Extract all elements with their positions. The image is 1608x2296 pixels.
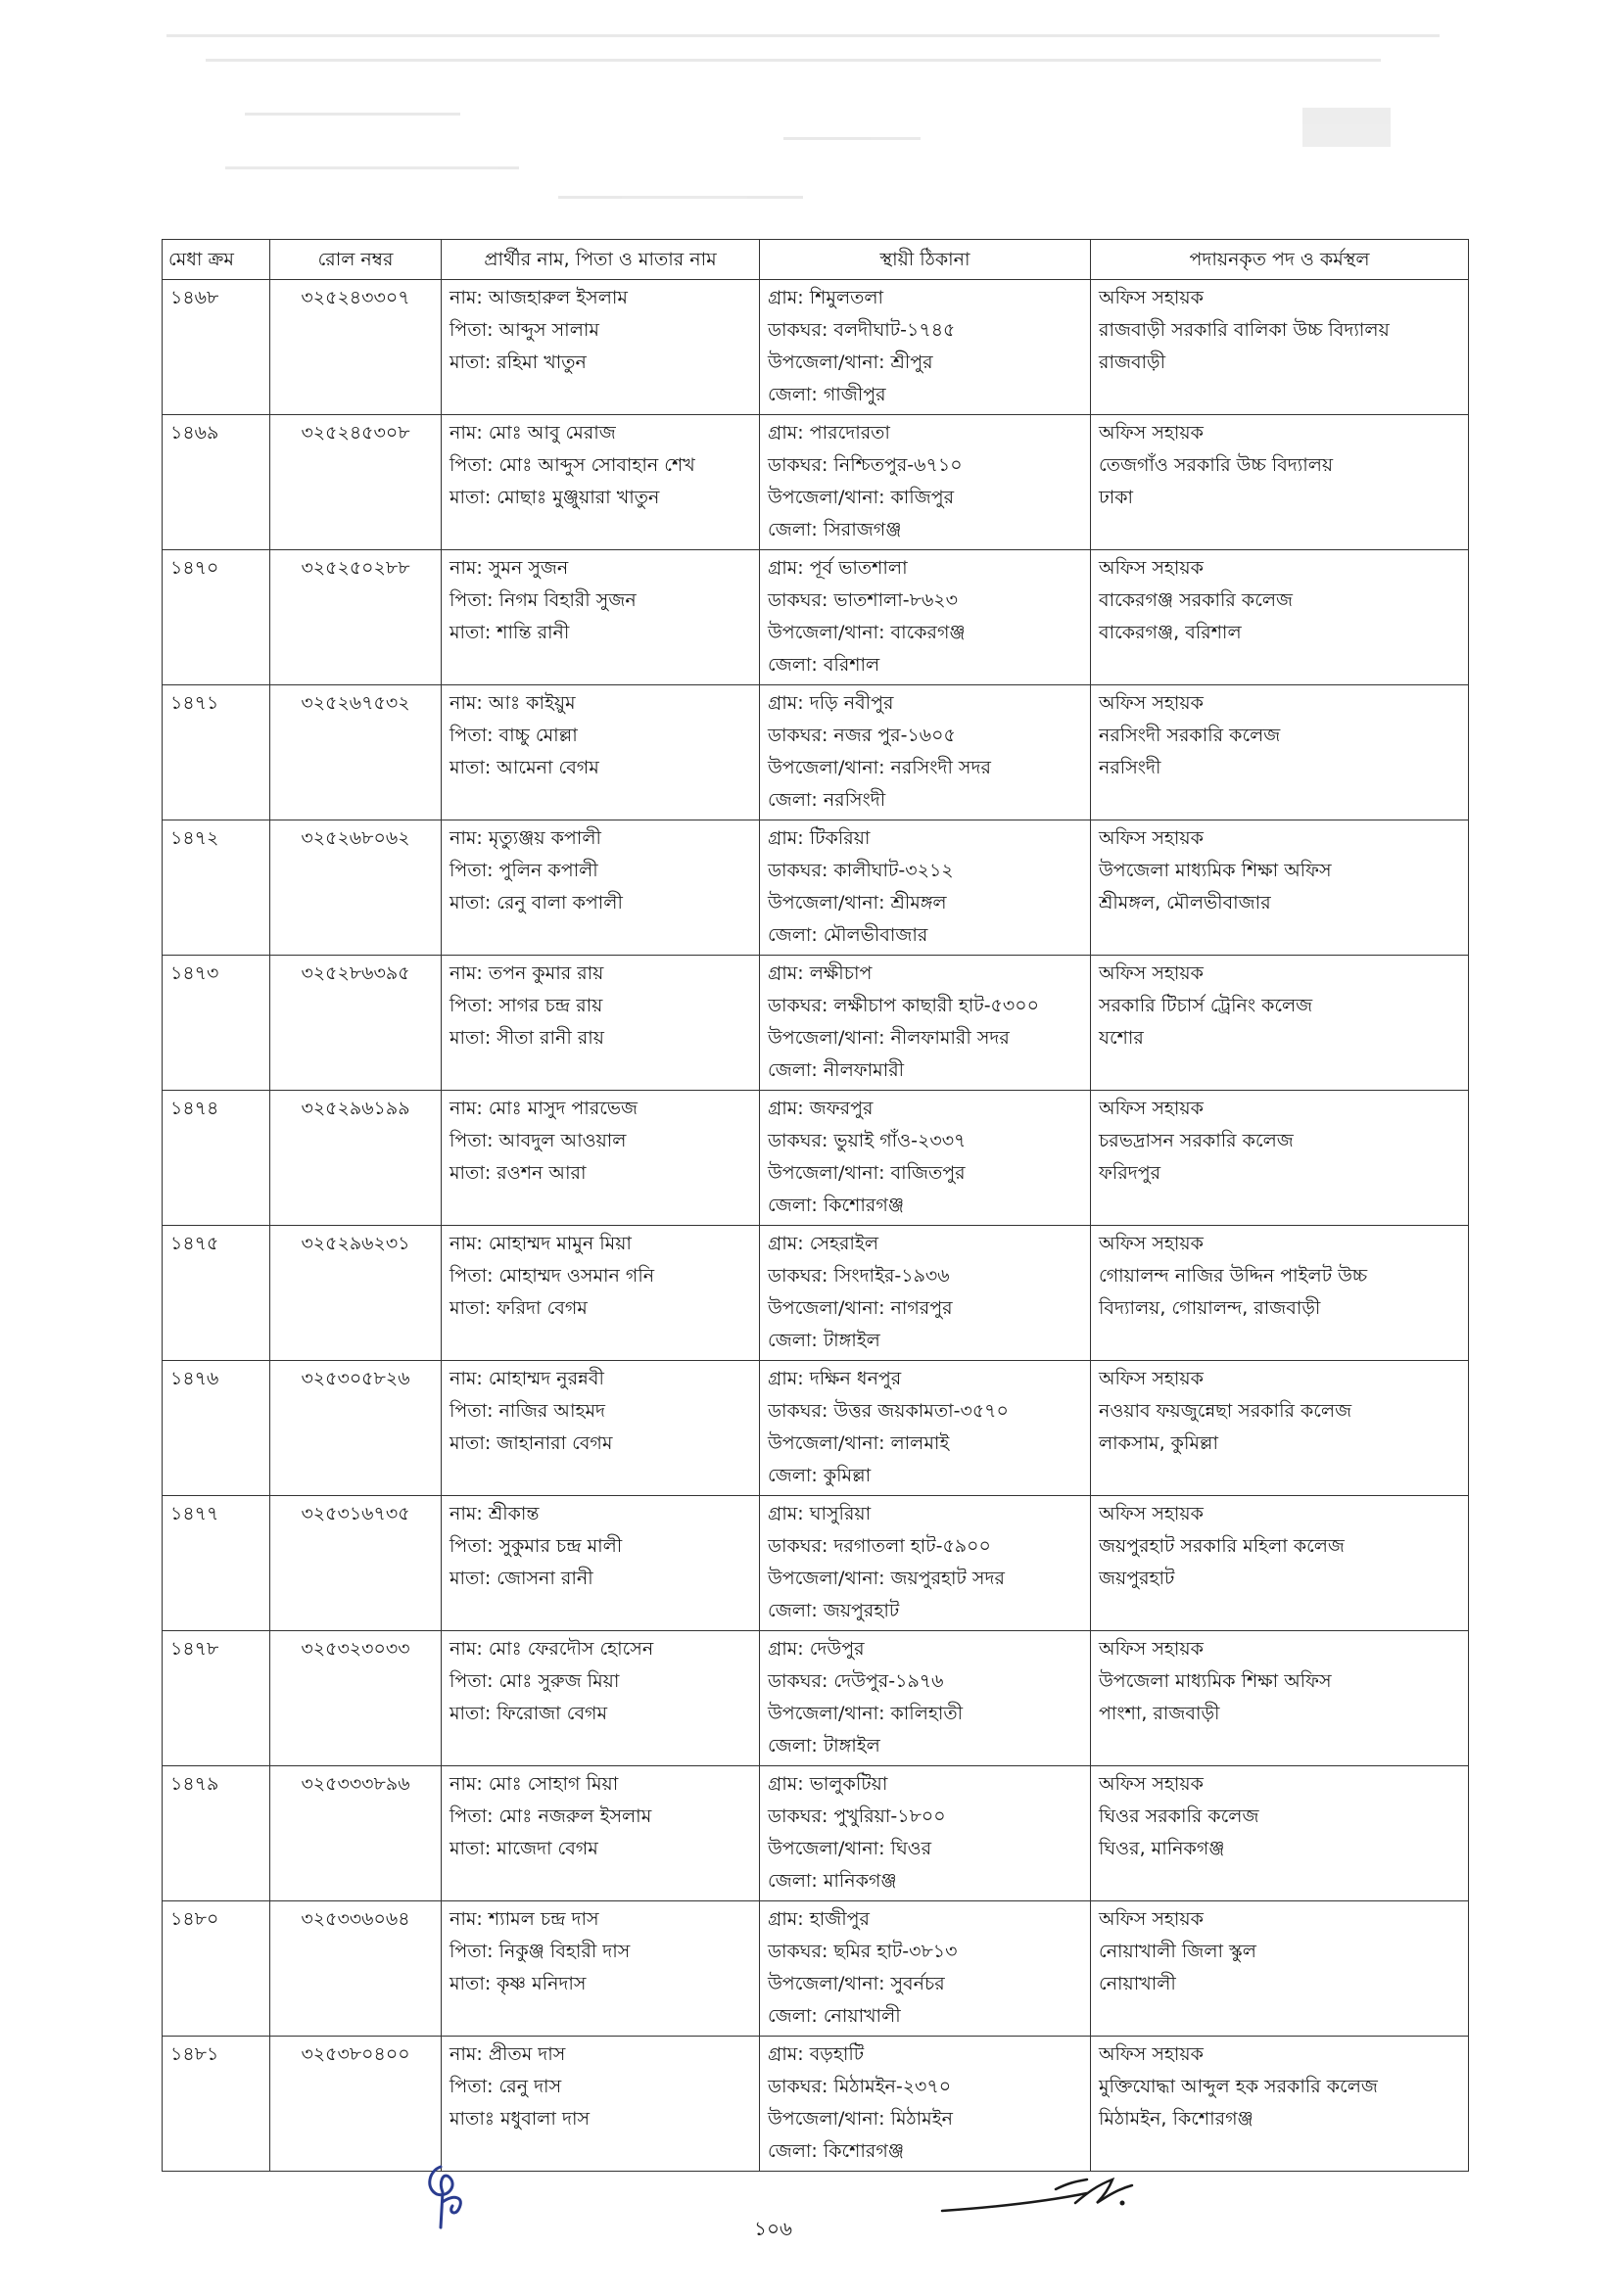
address-post-office: ডাকঘর: নিশ্চিতপুর-৬৭১০ <box>768 454 963 476</box>
roll-cell <box>270 1091 442 1226</box>
roll-cell <box>270 685 442 820</box>
address-village: গ্রাম: টিকরিয়া <box>768 827 871 849</box>
address-post-office: ডাকঘর: ভুয়াই গাঁও-২৩৩৭ <box>768 1130 967 1151</box>
signature-right <box>940 2164 1165 2223</box>
merit-cell <box>163 2037 270 2172</box>
mother-name: মাতা: কৃষ্ণ মনিদাস <box>449 1973 587 1994</box>
candidate-cell <box>442 415 760 550</box>
table-header-row <box>163 240 1469 280</box>
address-post-office: ডাকঘর: দেউপুর-১৯৭৬ <box>768 1670 944 1692</box>
candidate-name: নাম: সুমন সুজন <box>449 557 569 579</box>
address-district: জেলা: মানিকগঞ্জ <box>768 1870 897 1892</box>
roll-cell <box>270 550 442 685</box>
candidate-cell <box>442 1496 760 1631</box>
father-name: পিতা: নিগম বিহারী সুজন <box>449 589 637 611</box>
post-title: অফিস সহায়ক <box>1099 422 1204 444</box>
candidate-name: নাম: মোঃ ফেরদৌস হোসেন <box>449 1638 654 1660</box>
father-name: পিতা: মোঃ সুরুজ মিয়া <box>449 1670 620 1692</box>
merit-list-table <box>162 239 1469 2172</box>
address-district: জেলা: জয়পুরহাট <box>768 1600 900 1621</box>
father-name: পিতা: মোঃ নজরুল ইসলাম <box>449 1805 652 1827</box>
father-name: পিতা: মোহাম্মদ ওসমান গনি <box>449 1265 655 1287</box>
workplace-line-1: সরকারি টিচার্স ট্রেনিং কলেজ <box>1099 995 1313 1016</box>
address-upazila: উপজেলা/থানা: সুবর্নচর <box>768 1973 945 1994</box>
mother-name: মাতা: মাজেদা বেগম <box>449 1838 598 1859</box>
father-name: পিতা: রেনু দাস <box>449 2076 562 2097</box>
merit-cell <box>163 820 270 956</box>
candidate-name: নাম: তপন কুমার রায় <box>449 962 604 984</box>
father-name: পিতা: সাগর চন্দ্র রায় <box>449 995 603 1016</box>
roll-number: ৩২৫২৫০২৮৮ <box>301 557 410 579</box>
address-cell <box>760 1361 1091 1496</box>
address-post-office: ডাকঘর: দরগাতলা হাট-৫৯০০ <box>768 1535 991 1557</box>
workplace-line-1: উপজেলা মাধ্যমিক শিক্ষা অফিস <box>1099 1670 1332 1692</box>
mother-name: মাতা: রেনু বালা কপালী <box>449 892 623 914</box>
workplace-line-2: ঢাকা <box>1099 487 1134 508</box>
address-upazila: উপজেলা/থানা: কালিহাতী <box>768 1703 964 1724</box>
workplace-line-1: ঘিওর সরকারি কলেজ <box>1099 1805 1259 1827</box>
workplace-line-1: তেজগাঁও সরকারি উচ্চ বিদ্যালয় <box>1099 454 1334 476</box>
posting-cell <box>1091 820 1469 956</box>
roll-cell <box>270 1361 442 1496</box>
address-cell <box>760 1631 1091 1766</box>
workplace-line-2: নোয়াখালী <box>1099 1973 1176 1994</box>
workplace-line-2: জয়পুরহাট <box>1099 1568 1175 1589</box>
candidate-name: নাম: মোহাম্মদ নুরন্নবী <box>449 1368 604 1389</box>
candidate-cell <box>442 820 760 956</box>
roll-number: ৩২৫২৯৬২৩১ <box>301 1233 410 1254</box>
merit-number: ১৪৭৯ <box>170 1773 219 1795</box>
posting-cell <box>1091 1226 1469 1361</box>
table-row <box>163 685 1469 820</box>
header-roll: রোল নম্বর <box>270 240 442 280</box>
merit-cell <box>163 415 270 550</box>
address-post-office: ডাকঘর: লক্ষীচাপ কাছারী হাট-৫৩০০ <box>768 995 1039 1016</box>
address-village: গ্রাম: দক্ষিন ধনপুর <box>768 1368 902 1389</box>
workplace-line-1: উপজেলা মাধ্যমিক শিক্ষা অফিস <box>1099 860 1332 881</box>
mother-name: মাতা: সীতা রানী রায় <box>449 1027 604 1049</box>
merit-number: ১৪৭৫ <box>170 1233 219 1254</box>
table-row <box>163 1226 1469 1361</box>
post-title: অফিস সহায়ক <box>1099 2043 1204 2065</box>
address-village: গ্রাম: বড়হাটি <box>768 2043 865 2065</box>
address-village: গ্রাম: ঘাসুরিয়া <box>768 1503 872 1524</box>
merit-number: ১৪৬৯ <box>170 422 219 444</box>
workplace-line-1: বাকেরগঞ্জ সরকারি কলেজ <box>1099 589 1294 611</box>
address-cell <box>760 1901 1091 2037</box>
post-title: অফিস সহায়ক <box>1099 1368 1204 1389</box>
roll-number: ৩২৫৩৮০৪০০ <box>301 2043 410 2065</box>
address-village: গ্রাম: দড়ি নবীপুর <box>768 692 894 714</box>
workplace-line-2: রাজবাড়ী <box>1099 351 1166 373</box>
workplace-line-1: চরভদ্রাসন সরকারি কলেজ <box>1099 1130 1294 1151</box>
header-merit: মেধা ক্রম <box>163 240 270 280</box>
candidate-name: নাম: মোঃ মাসুদ পারভেজ <box>449 1098 638 1119</box>
address-upazila: উপজেলা/থানা: নাগরপুর <box>768 1297 953 1319</box>
workplace-line-2: যশোর <box>1099 1027 1144 1049</box>
roll-number: ৩২৫২৯৬১৯৯ <box>301 1098 410 1119</box>
father-name: পিতা: নিকুঞ্জ বিহারী দাস <box>449 1941 631 1962</box>
roll-number: ৩২৫২৮৬৩৯৫ <box>301 962 410 984</box>
table-row <box>163 415 1469 550</box>
father-name: পিতা: আবদুল আওয়াল <box>449 1130 627 1151</box>
address-district: জেলা: মৌলভীবাজার <box>768 924 928 946</box>
address-upazila: উপজেলা/থানা: শ্রীপুর <box>768 351 933 373</box>
roll-cell <box>270 1496 442 1631</box>
roll-cell <box>270 956 442 1091</box>
address-cell <box>760 1496 1091 1631</box>
workplace-line-2: শ্রীমঙ্গল, মৌলভীবাজার <box>1099 892 1271 914</box>
roll-cell <box>270 1901 442 2037</box>
father-name: পিতা: নাজির আহমদ <box>449 1400 605 1422</box>
post-title: অফিস সহায়ক <box>1099 692 1204 714</box>
mother-name: মাতা: মোছাঃ মুঞ্জুয়ারা খাতুন <box>449 487 660 508</box>
father-name: পিতা: সুকুমার চন্দ্র মালী <box>449 1535 623 1557</box>
candidate-cell <box>442 685 760 820</box>
table-row <box>163 550 1469 685</box>
candidate-name: নাম: মোহাম্মদ মামুন মিয়া <box>449 1233 632 1254</box>
address-upazila: উপজেলা/থানা: বাকেরগঞ্জ <box>768 622 966 643</box>
address-post-office: ডাকঘর: ভাতশালা-৮৬২৩ <box>768 589 959 611</box>
address-cell <box>760 1766 1091 1901</box>
address-post-office: ডাকঘর: নজর পুর-১৬০৫ <box>768 725 956 746</box>
candidate-name: নাম: শ্রীকান্ত <box>449 1503 540 1524</box>
workplace-line-1: জয়পুরহাট সরকারি মহিলা কলেজ <box>1099 1535 1345 1557</box>
mother-name: মাতা: জোসনা রানী <box>449 1568 593 1589</box>
posting-cell <box>1091 1631 1469 1766</box>
merit-number: ১৪৮০ <box>170 1908 219 1930</box>
table-row <box>163 1496 1469 1631</box>
address-district: জেলা: নীলফামারী <box>768 1059 905 1081</box>
address-village: গ্রাম: জফরপুর <box>768 1098 874 1119</box>
roll-cell <box>270 415 442 550</box>
address-post-office: ডাকঘর: মিঠামইন-২৩৭০ <box>768 2076 952 2097</box>
address-cell <box>760 956 1091 1091</box>
address-village: গ্রাম: পূর্ব ভাতশালা <box>768 557 908 579</box>
merit-cell <box>163 685 270 820</box>
workplace-line-1: নওয়াব ফয়জুন্নেছা সরকারি কলেজ <box>1099 1400 1352 1422</box>
mother-name: মাতা: ফিরোজা বেগম <box>449 1703 608 1724</box>
candidate-name: নাম: শ্যামল চন্দ্র দাস <box>449 1908 599 1930</box>
roll-cell <box>270 2037 442 2172</box>
workplace-line-2: ফরিদপুর <box>1099 1162 1161 1184</box>
candidate-cell <box>442 2037 760 2172</box>
address-cell <box>760 685 1091 820</box>
roll-cell <box>270 1631 442 1766</box>
merit-number: ১৪৭১ <box>170 692 219 714</box>
posting-cell <box>1091 280 1469 415</box>
address-upazila: উপজেলা/থানা: কাজিপুর <box>768 487 955 508</box>
address-upazila: উপজেলা/থানা: নীলফামারী সদর <box>768 1027 1010 1049</box>
workplace-line-1: নরসিংদী সরকারি কলেজ <box>1099 725 1281 746</box>
header-address: স্থায়ী ঠিকানা <box>760 240 1091 280</box>
roll-number: ৩২৫২৪৩৩০৭ <box>301 287 410 308</box>
address-upazila: উপজেলা/থানা: নরসিংদী সদর <box>768 757 991 778</box>
candidate-name: নাম: আঃ কাইয়ুম <box>449 692 576 714</box>
address-district: জেলা: বরিশাল <box>768 654 880 676</box>
address-district: জেলা: টাঙ্গাইল <box>768 1735 880 1757</box>
table-row <box>163 956 1469 1091</box>
workplace-line-2: মিঠামইন, কিশোরগঞ্জ <box>1099 2108 1253 2130</box>
merit-number: ১৪৭৪ <box>170 1098 219 1119</box>
roll-number: ৩২৫২৬৮০৬২ <box>301 827 410 849</box>
candidate-cell <box>442 956 760 1091</box>
mother-name: মাতাঃ মধুবালা দাস <box>449 2108 591 2130</box>
address-cell <box>760 2037 1091 2172</box>
post-title: অফিস সহায়ক <box>1099 287 1204 308</box>
roll-number: ৩২৫৩৩৩৮৯৬ <box>301 1773 410 1795</box>
page-number: ১০৬ <box>754 2217 792 2240</box>
table-row <box>163 280 1469 415</box>
merit-number: ১৪৭৮ <box>170 1638 219 1660</box>
roll-cell <box>270 820 442 956</box>
address-district: জেলা: কিশোরগঞ্জ <box>768 2140 905 2162</box>
address-village: গ্রাম: ভালুকটিয়া <box>768 1773 888 1795</box>
merit-cell <box>163 550 270 685</box>
post-title: অফিস সহায়ক <box>1099 962 1204 984</box>
candidate-cell <box>442 1091 760 1226</box>
address-cell <box>760 280 1091 415</box>
address-upazila: উপজেলা/থানা: মিঠামইন <box>768 2108 953 2130</box>
posting-cell <box>1091 1766 1469 1901</box>
address-post-office: ডাকঘর: কালীঘাট-৩২১২ <box>768 860 954 881</box>
candidate-name: নাম: মোঃ আবু মেরাজ <box>449 422 616 444</box>
roll-cell <box>270 1766 442 1901</box>
address-upazila: উপজেলা/থানা: শ্রীমঙ্গল <box>768 892 947 914</box>
mother-name: মাতা: রহিমা খাতুন <box>449 351 587 373</box>
posting-cell <box>1091 2037 1469 2172</box>
address-post-office: ডাকঘর: পুখুরিয়া-১৮০০ <box>768 1805 946 1827</box>
mother-name: মাতা: ফরিদা বেগম <box>449 1297 588 1319</box>
posting-cell <box>1091 1496 1469 1631</box>
workplace-line-2: বাকেরগঞ্জ, বরিশাল <box>1099 622 1242 643</box>
posting-cell <box>1091 1361 1469 1496</box>
address-village: গ্রাম: লক্ষীচাপ <box>768 962 873 984</box>
merit-number: ১৪৬৮ <box>170 287 219 308</box>
merit-cell <box>163 280 270 415</box>
merit-number: ১৪৭৭ <box>170 1503 219 1524</box>
post-title: অফিস সহায়ক <box>1099 1908 1204 1930</box>
address-upazila: উপজেলা/থানা: লালমাই <box>768 1432 950 1454</box>
post-title: অফিস সহায়ক <box>1099 827 1204 849</box>
roll-number: ৩২৫৩০৫৮২৬ <box>301 1368 410 1389</box>
workplace-line-2: লাকসাম, কুমিল্লা <box>1099 1432 1218 1454</box>
posting-cell <box>1091 550 1469 685</box>
address-cell <box>760 550 1091 685</box>
merit-cell <box>163 1901 270 2037</box>
candidate-name: নাম: আজহারুল ইসলাম <box>449 287 628 308</box>
address-post-office: ডাকঘর: বলদীঘাট-১৭৪৫ <box>768 319 956 341</box>
merit-number: ১৪৭৬ <box>170 1368 219 1389</box>
merit-cell <box>163 1226 270 1361</box>
address-village: গ্রাম: দেউপুর <box>768 1638 865 1660</box>
table-row <box>163 1766 1469 1901</box>
address-cell <box>760 820 1091 956</box>
posting-cell <box>1091 956 1469 1091</box>
merit-number: ১৪৭০ <box>170 557 219 579</box>
signature-left <box>419 2159 497 2237</box>
merit-cell <box>163 956 270 1091</box>
address-district: জেলা: সিরাজগঞ্জ <box>768 519 902 540</box>
address-cell <box>760 1226 1091 1361</box>
address-village: গ্রাম: সেহরাইল <box>768 1233 878 1254</box>
candidate-cell <box>442 1631 760 1766</box>
workplace-line-2: নরসিংদী <box>1099 757 1161 778</box>
posting-cell <box>1091 1901 1469 2037</box>
workplace-line-1: রাজবাড়ী সরকারি বালিকা উচ্চ বিদ্যালয় <box>1099 319 1390 341</box>
roll-cell <box>270 1226 442 1361</box>
candidate-name: নাম: মৃত্যুঞ্জয় কপালী <box>449 827 601 849</box>
candidate-name: নাম: মোঃ সোহাগ মিয়া <box>449 1773 619 1795</box>
address-district: জেলা: নোয়াখালী <box>768 2005 901 2027</box>
header-post: পদায়নকৃত পদ ও কর্মস্থল <box>1091 240 1469 280</box>
roll-number: ৩২৫৩৩৬০৬৪ <box>301 1908 410 1930</box>
roll-number: ৩২৫৩২৩০৩৩ <box>301 1638 410 1660</box>
mother-name: মাতা: আমেনা বেগম <box>449 757 599 778</box>
workplace-line-2: পাংশা, রাজবাড়ী <box>1099 1703 1220 1724</box>
workplace-line-2: ঘিওর, মানিকগঞ্জ <box>1099 1838 1225 1859</box>
mother-name: মাতা: জাহানারা বেগম <box>449 1432 613 1454</box>
roll-number: ৩২৫২৬৭৫৩২ <box>301 692 410 714</box>
address-district: জেলা: নরসিংদী <box>768 789 886 811</box>
candidate-cell <box>442 280 760 415</box>
father-name: পিতা: মোঃ আব্দুস সোবাহান শেখ <box>449 454 695 476</box>
merit-cell <box>163 1631 270 1766</box>
post-title: অফিস সহায়ক <box>1099 557 1204 579</box>
merit-cell <box>163 1766 270 1901</box>
address-cell <box>760 415 1091 550</box>
address-cell <box>760 1091 1091 1226</box>
candidate-cell <box>442 1901 760 2037</box>
header-name: প্রার্থীর নাম, পিতা ও মাতার নাম <box>442 240 760 280</box>
post-title: অফিস সহায়ক <box>1099 1773 1204 1795</box>
table-row <box>163 1901 1469 2037</box>
merit-cell <box>163 1361 270 1496</box>
address-post-office: ডাকঘর: উত্তর জয়কামতা-৩৫৭০ <box>768 1400 1009 1422</box>
address-village: গ্রাম: পারদোরতা <box>768 422 890 444</box>
address-upazila: উপজেলা/থানা: বাজিতপুর <box>768 1162 966 1184</box>
merit-number: ১৪৭২ <box>170 827 219 849</box>
workplace-line-2: বিদ্যালয়, গোয়ালন্দ, রাজবাড়ী <box>1099 1297 1321 1319</box>
address-district: জেলা: কিশোরগঞ্জ <box>768 1195 905 1216</box>
posting-cell <box>1091 415 1469 550</box>
address-village: গ্রাম: শিমুলতলা <box>768 287 884 308</box>
merit-number: ১৪৭৩ <box>170 962 219 984</box>
father-name: পিতা: পুলিন কপালী <box>449 860 598 881</box>
candidate-name: নাম: প্রীতম দাস <box>449 2043 566 2065</box>
address-district: জেলা: টাঙ্গাইল <box>768 1330 880 1351</box>
posting-cell <box>1091 685 1469 820</box>
mother-name: মাতা: রওশন আরা <box>449 1162 587 1184</box>
merit-cell <box>163 1091 270 1226</box>
post-title: অফিস সহায়ক <box>1099 1503 1204 1524</box>
address-district: জেলা: গাজীপুর <box>768 384 886 405</box>
posting-cell <box>1091 1091 1469 1226</box>
address-post-office: ডাকঘর: সিংদাইর-১৯৩৬ <box>768 1265 950 1287</box>
workplace-line-1: মুক্তিযোদ্ধা আব্দুল হক সরকারি কলেজ <box>1099 2076 1378 2097</box>
father-name: পিতা: বাচ্চু মোল্লা <box>449 725 578 746</box>
merit-cell <box>163 1496 270 1631</box>
table-row <box>163 1361 1469 1496</box>
address-village: গ্রাম: হাজীপুর <box>768 1908 871 1930</box>
post-title: অফিস সহায়ক <box>1099 1098 1204 1119</box>
father-name: পিতা: আব্দুস সালাম <box>449 319 599 341</box>
candidate-cell <box>442 1766 760 1901</box>
merit-number: ১৪৮১ <box>170 2043 219 2065</box>
bleed-through-marks <box>147 29 1479 225</box>
candidate-cell <box>442 1361 760 1496</box>
address-post-office: ডাকঘর: ছমির হাট-৩৮১৩ <box>768 1941 958 1962</box>
roll-number: ৩২৫২৪৫৩০৮ <box>301 422 410 444</box>
table-row <box>163 2037 1469 2172</box>
roll-number: ৩২৫৩১৬৭৩৫ <box>301 1503 410 1524</box>
candidate-cell <box>442 1226 760 1361</box>
address-district: জেলা: কুমিল্লা <box>768 1465 872 1486</box>
mother-name: মাতা: শান্তি রানী <box>449 622 570 643</box>
post-title: অফিস সহায়ক <box>1099 1638 1204 1660</box>
candidate-cell <box>442 550 760 685</box>
workplace-line-1: গোয়ালন্দ নাজির উদ্দিন পাইলট উচ্চ <box>1099 1265 1368 1287</box>
roll-cell <box>270 280 442 415</box>
table-row <box>163 1631 1469 1766</box>
address-upazila: উপজেলা/থানা: জয়পুরহাট সদর <box>768 1568 1005 1589</box>
table-row <box>163 1091 1469 1226</box>
workplace-line-1: নোয়াখালী জিলা স্কুল <box>1099 1941 1256 1962</box>
post-title: অফিস সহায়ক <box>1099 1233 1204 1254</box>
address-upazila: উপজেলা/থানা: ঘিওর <box>768 1838 932 1859</box>
table-row <box>163 820 1469 956</box>
